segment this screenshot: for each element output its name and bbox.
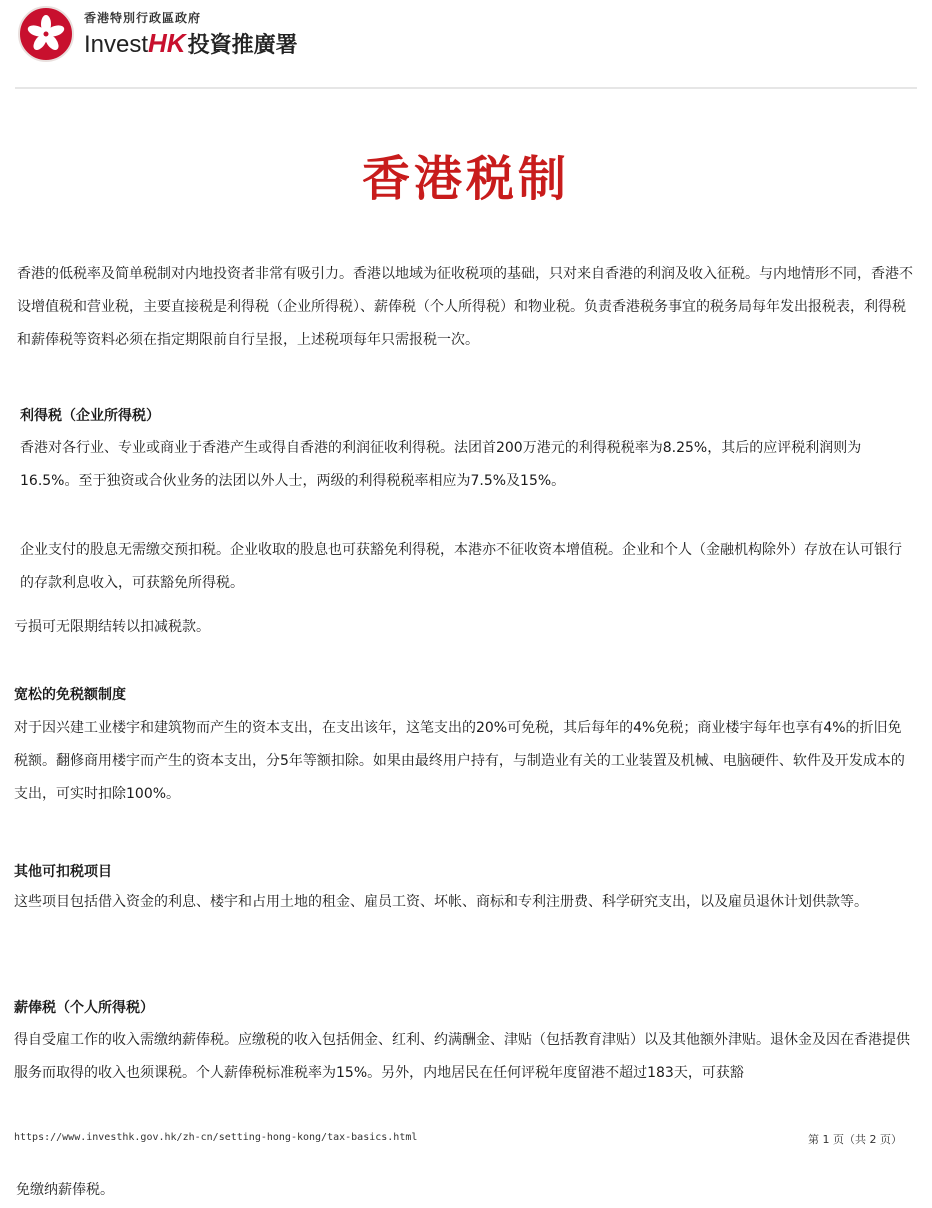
intro-paragraph: 香港的低税率及简单税制对内地投资者非常有吸引力。香港以地域为征收税项的基础，只对来自香港的利润及收入征税。与内地情形不同，香港不设增值税和营业税，主要直接税是利得税（企业所得税）、薪俸税（个人所得税）和物业税。负责香港税务事宜的税务局每年发出报税表，利得税和薪俸税等资料必须在指定期限前自行呈报，上述税项每年只需报税一次。	[17, 266, 913, 348]
page-title: 香港税制	[361, 151, 570, 207]
profits-tax-heading: 利得税（企业所得税）	[20, 408, 160, 424]
page-header	[18, 4, 298, 64]
logo-agency: 投資推廣署	[187, 33, 298, 58]
brand-block	[84, 9, 298, 59]
losses-paragraph: 亏损可无限期结转以扣减税款。	[14, 619, 210, 635]
dividends-paragraph: 企业支付的股息无需缴交预扣税。企业收取的股息也可获豁免利得税，本港亦不征收资本增值税。企业和个人（金融机构除外）存放在认可银行的存款利息收入，可获豁免所得税。	[20, 542, 902, 591]
investhk-logo	[84, 28, 298, 59]
header-divider	[15, 87, 917, 89]
page-number: 第 1 页（共 2 页）	[808, 1133, 902, 1146]
government-name: 香港特別行政區政府	[84, 11, 202, 25]
hksar-emblem-icon	[18, 6, 74, 62]
profits-tax-paragraph: 香港对各行业、专业或商业于香港产生或得自香港的利润征收利得税。法团首200万港元的利得税税率为8.25%，其后的应评税利润则为16.5%。至于独资或合伙业务的法团以外人士，两级的利得税税率相应为7.5%及15%。	[20, 440, 862, 489]
logo-hk: HK	[148, 28, 186, 58]
logo-invest: Invest	[84, 31, 149, 58]
continued-text: 免缴纳薪俸税。	[16, 1182, 114, 1198]
salaries-tax-heading: 薪俸税（个人所得税）	[14, 1000, 154, 1016]
salaries-tax-paragraph: 得自受雇工作的收入需缴纳薪俸税。应缴税的收入包括佣金、红利、约满酬金、津贴（包括教育津贴）以及其他额外津贴。退休金及因在香港提供服务而取得的收入也须课税。个人薪俸税标准税率为15%。另外，内地居民在任何评税年度留港不超过183天，可获豁	[14, 1032, 910, 1081]
allowance-paragraph: 对于因兴建工业楼宇和建筑物而产生的资本支出，在支出该年，这笔支出的20%可免税，其后每年的4%免税；商业楼宇每年也享有4%的折旧免税额。翻修商用楼宇而产生的资本支出，分5年等额扣除。如果由最终用户持有，与制造业有关的工业装置及机械、电脑硬件、软件及开发成本的支出，可实时扣除100%。	[14, 720, 905, 802]
footer-url: https://www.investhk.gov.hk/zh-cn/setting-hong-kong/tax-basics.html	[14, 1132, 418, 1143]
deductions-paragraph: 这些项目包括借入资金的利息、楼宇和占用土地的租金、雇员工资、坏帐、商标和专利注册费、科学研究支出，以及雇员退休计划供款等。	[14, 894, 868, 910]
deductions-heading: 其他可扣税项目	[14, 864, 112, 880]
allowance-heading: 宽松的免税额制度	[14, 687, 126, 703]
